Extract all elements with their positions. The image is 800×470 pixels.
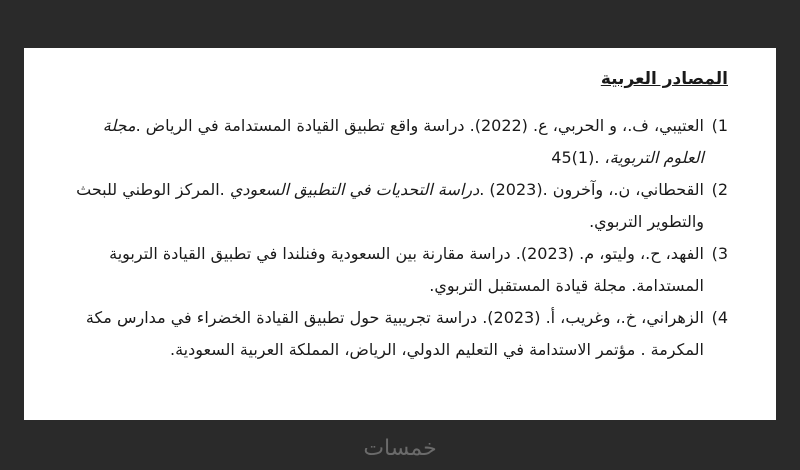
- watermark-logo: خمسات: [363, 436, 437, 461]
- reference-text: الفهد، ح.، وليتو، م. (2023). دراسة مقارنة بين السعودية وفنلندا في تطبيق القيادة التربوية المستدامة. مجلة قيادة المستقبل التربوي.: [109, 244, 704, 295]
- reference-text-part: العتيبي، ف.، و الحربي، ع. (2022). دراسة واقع تطبيق القيادة المستدامة في الرياض .: [135, 116, 704, 135]
- reference-item-1: [64, 110, 728, 174]
- reference-item-3: [64, 238, 728, 302]
- reference-text: [64, 110, 704, 174]
- study-title: دراسة التحديات في التطبيق السعودي: [229, 180, 480, 199]
- reference-text-part: .المركز الوطني للبحث والتطوير التربوي.: [76, 180, 704, 231]
- document-page: [24, 48, 776, 420]
- reference-item-2: [64, 174, 728, 238]
- reference-text: الزهراني، خ.، وغريب، أ. (2023). دراسة تجريبية حول تطبيق القيادة الخضراء في مدارس مكة المكرمة . مؤتمر الاستدامة في التعليم الدولي، الرياض، المملكة العربية السعودية.: [85, 308, 704, 359]
- journal-title: مجلة العلوم التربوية: [102, 116, 704, 167]
- reference-text: [64, 174, 704, 238]
- reference-number: 1): [711, 116, 728, 135]
- reference-item-4: [64, 302, 728, 366]
- reference-text-part: ، .(1)45: [551, 148, 610, 167]
- reference-number: 4): [711, 308, 728, 327]
- document-content: [64, 66, 728, 366]
- reference-text-part: القحطاني، ن.، وآخرون .(2023) .: [479, 180, 704, 199]
- reference-number: 3): [711, 244, 728, 263]
- reference-number: 2): [711, 180, 728, 199]
- section-heading: المصادر العربية: [600, 69, 728, 89]
